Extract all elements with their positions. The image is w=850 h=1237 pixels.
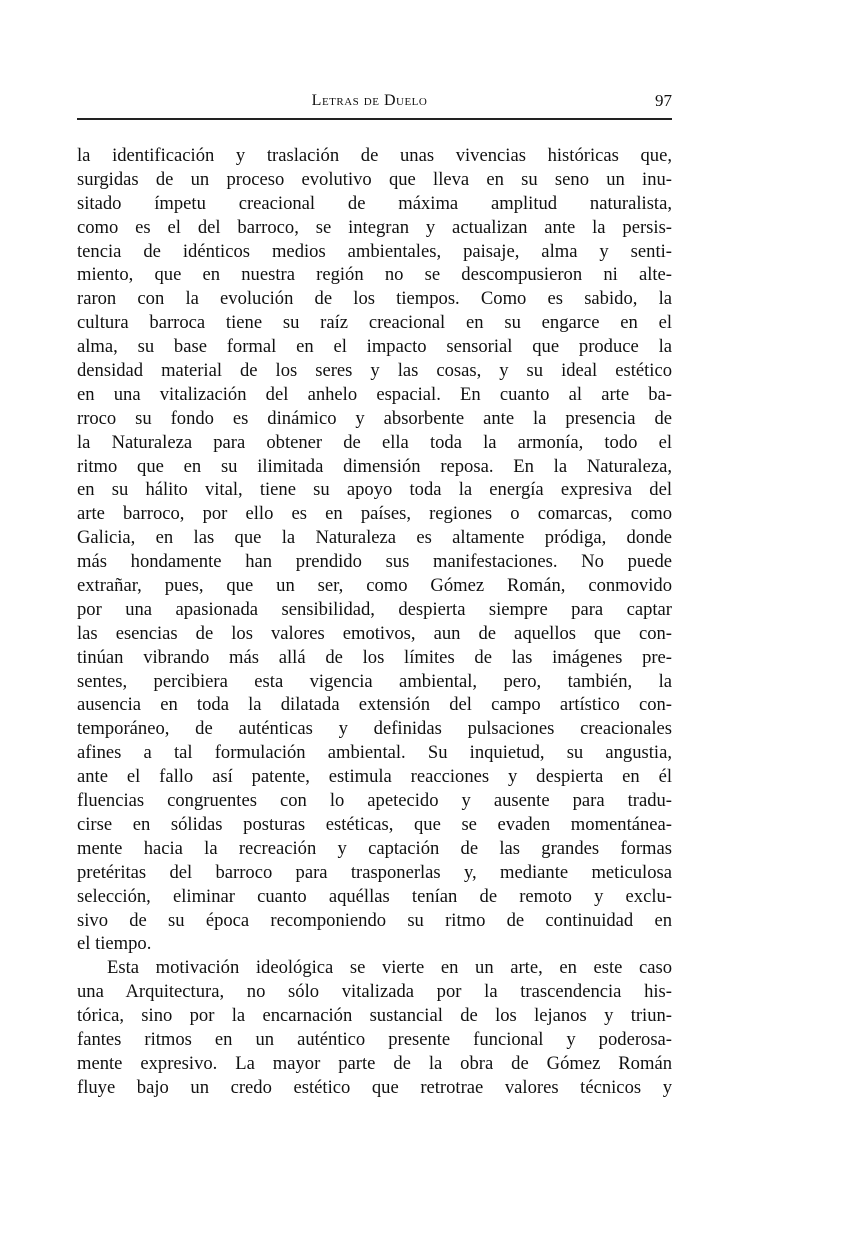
- text-line: cirse en sólidas posturas estéticas, que se evaden momentánea-: [77, 813, 672, 835]
- paragraph: [77, 144, 672, 956]
- text-line: miento, que en nuestra región no se descompusieron ni alte-: [77, 264, 672, 286]
- text-line: mente expresivo. La mayor parte de la obra de Gómez Román: [77, 1052, 672, 1074]
- text-line: fluye bajo un credo estético que retrotrae valores técnicos y: [77, 1076, 672, 1098]
- header-rule: [77, 118, 672, 120]
- text-line: raron con la evolución de los tiempos. Como es sabido, la: [77, 288, 672, 310]
- text-line: fluencias congruentes con lo apetecido y ausente para tradu-: [77, 790, 672, 812]
- text-line: una Arquitectura, no sólo vitalizada por la trascendencia his-: [77, 981, 672, 1003]
- text-line: extrañar, pues, que un ser, como Gómez Román, conmovido: [77, 575, 672, 597]
- text-line: surgidas de un proceso evolutivo que lleva en su seno un inu-: [77, 168, 672, 190]
- text-line: pretéritas del barroco para trasponerlas y, mediante meticulosa: [77, 861, 672, 883]
- text-line: el tiempo.: [77, 933, 152, 955]
- text-line: en su hálito vital, tiene su apoyo toda la energía expresiva del: [77, 479, 672, 501]
- text-line: las esencias de los valores emotivos, aun de aquellos que con-: [77, 622, 672, 644]
- text-line: alma, su base formal en el impacto sensorial que produce la: [77, 336, 672, 358]
- text-line: ausencia en toda la dilatada extensión del campo artístico con-: [77, 694, 672, 716]
- text-line: sivo de su época recomponiendo su ritmo de continuidad en: [77, 909, 672, 931]
- text-line: fantes ritmos en un auténtico presente funcional y poderosa-: [77, 1028, 672, 1050]
- text-line: afines a tal formulación ambiental. Su inquietud, su angustia,: [77, 742, 672, 764]
- text-line: rroco su fondo es dinámico y absorbente ante la presencia de: [77, 407, 672, 429]
- running-title: Letras de Duelo: [311, 92, 428, 109]
- text-line: selección, eliminar cuanto aquéllas tenían de remoto y exclu-: [77, 885, 672, 907]
- text-line: tencia de idénticos medios ambientales, paisaje, alma y senti-: [77, 240, 672, 262]
- text-line: Esta motivación ideológica se vierte en un arte, en este caso: [107, 957, 672, 979]
- body-text: [77, 144, 672, 1100]
- text-line: más hondamente han prendido sus manifestaciones. No puede: [77, 551, 672, 573]
- text-line: cultura barroca tiene su raíz creacional en su engarce en el: [77, 312, 672, 334]
- text-line: ritmo que en su ilimitada dimensión reposa. En la Naturaleza,: [77, 455, 672, 477]
- text-line: mente hacia la recreación y captación de las grandes formas: [77, 837, 672, 859]
- text-line: por una apasionada sensibilidad, despierta siempre para captar: [77, 598, 672, 620]
- paragraph: [77, 956, 672, 1099]
- text-line: la Naturaleza para obtener de ella toda la armonía, todo el: [77, 431, 672, 453]
- text-line: densidad material de los seres y las cosas, y su ideal estético: [77, 360, 672, 382]
- text-line: la identificación y traslación de unas vivencias históricas que,: [77, 145, 672, 166]
- text-line: sentes, percibiera esta vigencia ambiental, pero, también, la: [77, 670, 672, 692]
- text-line: temporáneo, de auténticas y definidas pulsaciones creacionales: [77, 718, 672, 740]
- text-line: tórica, sino por la encarnación sustancial de los lejanos y triun-: [77, 1005, 672, 1027]
- text-line: sitado ímpetu creacional de máxima amplitud naturalista,: [77, 192, 672, 214]
- text-line: arte barroco, por ello es en países, regiones o comarcas, como: [77, 503, 672, 525]
- running-header: [77, 90, 672, 116]
- text-line: tinúan vibrando más allá de los límites de las imágenes pre-: [77, 646, 672, 668]
- text-line: Galicia, en las que la Naturaleza es altamente pródiga, donde: [77, 527, 672, 549]
- page-number: 97: [655, 91, 672, 110]
- text-line: en una vitalización del anhelo espacial. En cuanto al arte ba-: [77, 383, 672, 405]
- text-line: ante el fallo así patente, estimula reacciones y despierta en él: [77, 766, 672, 788]
- text-line: como es el del barroco, se integran y actualizan ante la persis-: [77, 216, 672, 238]
